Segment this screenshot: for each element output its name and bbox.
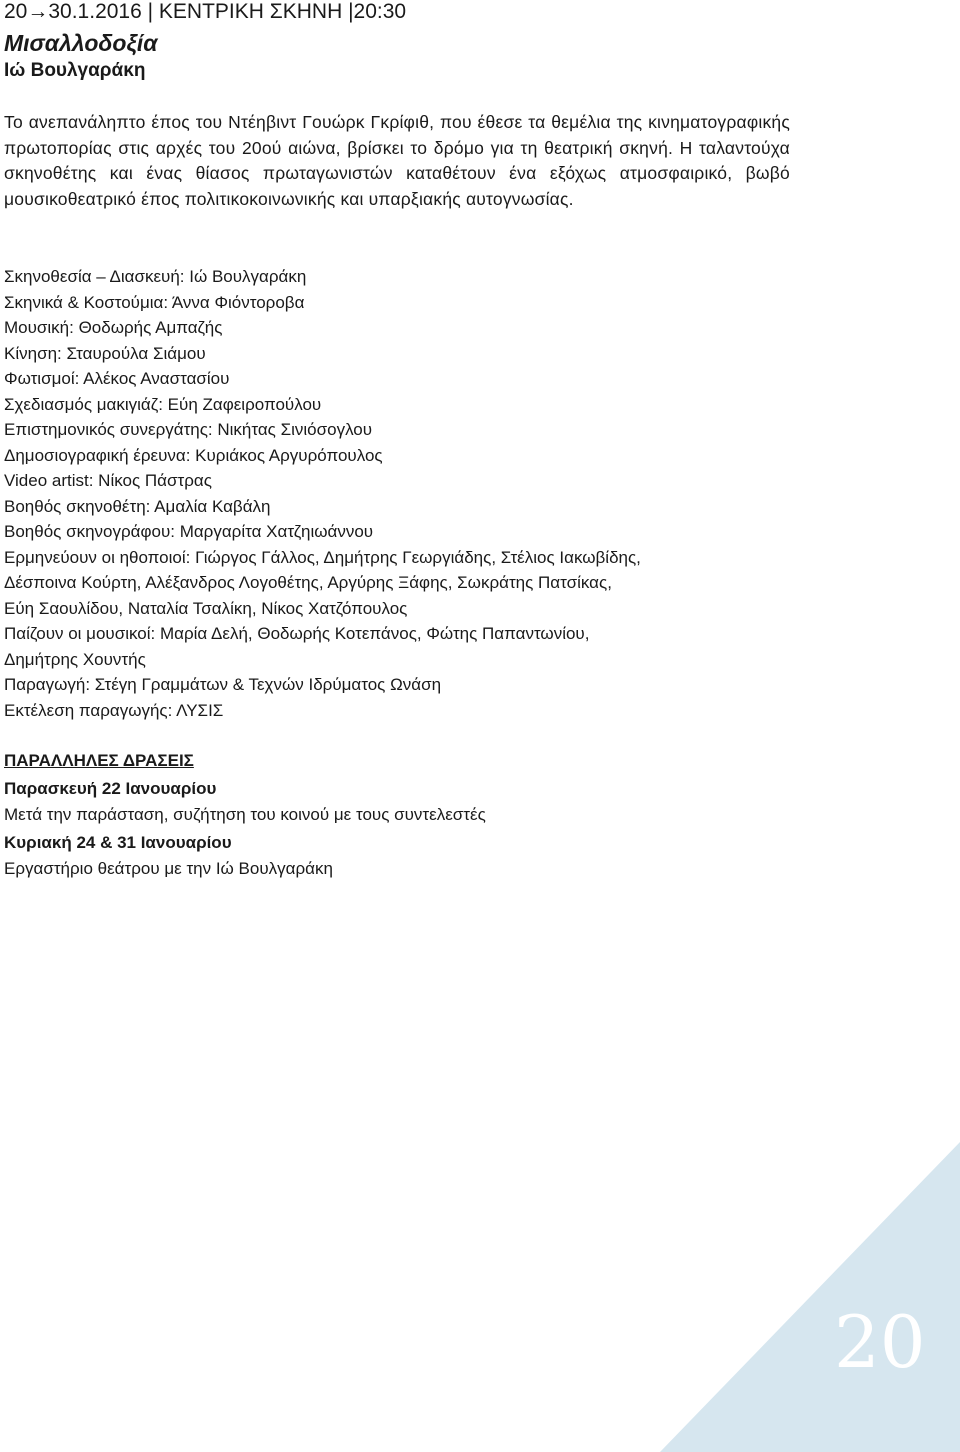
credit-line: Βοηθός σκηνοθέτη: Αμαλία Καβάλη [4,496,271,516]
credit-line: Video artist: Νίκος Πάστρας [4,471,212,490]
event-author: Ιώ Βουλγαράκη [4,60,146,81]
credit-line: Κίνηση: Σταυρούλα Σιάμου [4,343,206,363]
event-date-line: 20→30.1.2016 | ΚΕΝΤΡΙΚΗ ΣΚΗΝΗ |20:30 [4,0,407,23]
credit-line: Παίζουν οι μουσικοί: Μαρία Δελή, Θοδωρής Κοτεπάνος, Φώτης Παπαντωνίου, [4,624,590,643]
credit-line: Φωτισμοί: Αλέκος Αναστασίου [4,369,230,388]
credit-line: Δημήτρης Χουντής [4,649,146,669]
parallel-events-heading: ΠΑΡΑΛΛΗΛΕΣ ΔΡΑΣΕΙΣ [4,751,194,770]
credits-list [4,264,641,723]
credit-line: Μουσική: Θοδωρής Αμπαζής [4,318,223,337]
event-day: Κυριακή 24 & 31 Ιανουαρίου [4,833,232,852]
event-header [4,0,406,84]
credit-line: Παραγωγή: Στέγη Γραμμάτων & Τεχνών Ιδρύματος Ωνάση [4,675,442,694]
credit-line: Εύη Σαουλίδου, Ναταλία Τσαλίκη, Νίκος Χατζόπουλος [4,598,408,618]
event-title: Μισαλλοδοξία [4,30,158,56]
credit-line: Ερμηνεύουν οι ηθοποιοί: Γιώργος Γάλλος, Δημήτρης Γεωργιάδης, Στέλιος Ιακωβίδης, [4,547,641,567]
credit-line: Επιστημονικός συνεργάτης: Νικήτας Σινιόσογλου [4,420,373,439]
credit-line: Δέσποινα Κούρτη, Αλέξανδρος Λογοθέτης, Αργύρης Ξάφης, Σωκράτης Πατσίκας, [4,573,612,592]
description-paragraph: Το ανεπανάληπτο έπος του Ντέηβιντ Γουώρκ Γκρίφιθ, που έθεσε τα θεμέλια της κινηματογραφικής πρωτοπορίας στις αρχές του 20ού αιώνα, βρίσκει το δρόμο για τη θεατρική σκηνή. Η ταλαντούχα σκηνοθέτης και ένας θίασος πρωταγωνιστών καταθέτουν ένα εξόχως ατμοσφαιρικό, βωβό μουσικοθεατρικό έπος πολιτικοκοινωνικής και υπαρξιακής αυτογνωσίας. [4,112,790,209]
credit-line: Σχεδιασμός μακιγιάζ: Εύη Ζαφειροπούλου [4,394,322,414]
event-description [4,110,790,212]
credit-line: Σκηνικά & Κοστούμια: Άννα Φιόντοροβα [4,292,305,312]
event-day: Παρασκευή 22 Ιανουαρίου [4,779,217,798]
parallel-events [4,748,486,882]
credit-line: Δημοσιογραφική έρευνα: Κυριάκος Αργυρόπουλος [4,445,383,465]
credit-line: Εκτέλεση παραγωγής: ΛΥΣΙΣ [4,700,224,720]
credit-line: Βοηθός σκηνογράφου: Μαργαρίτα Χατζηιωάννου [4,522,374,541]
corner-decoration [660,1142,960,1452]
event-text: Εργαστήριο θεάτρου με την Ιώ Βουλγαράκη [4,859,333,878]
page-number: 20 [834,1300,926,1384]
event-text: Μετά την παράσταση, συζήτηση του κοινού με τους συντελεστές [4,805,486,824]
credit-line: Σκηνοθεσία – Διασκευή: Ιώ Βουλγαράκη [4,267,307,286]
